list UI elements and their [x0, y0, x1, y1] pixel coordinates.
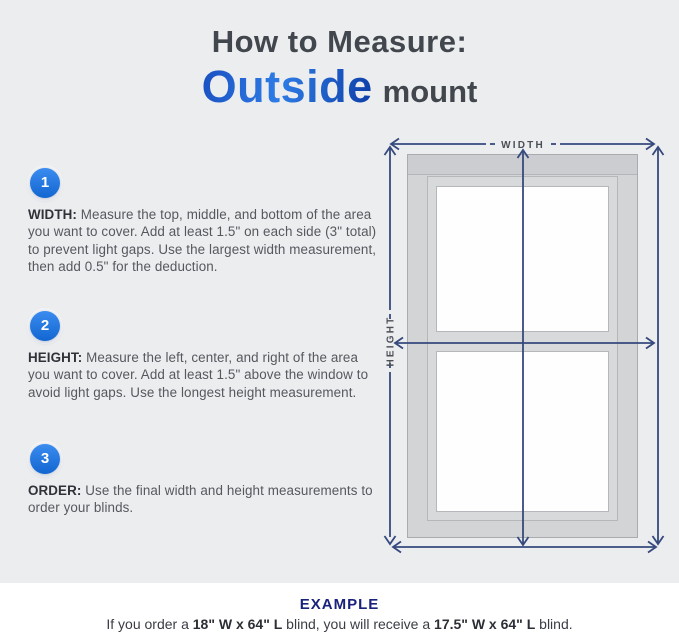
- step-width: [28, 168, 382, 275]
- right-measure-arrow: [653, 147, 664, 544]
- step-3-body: Use the final width and height measurements to order your blinds.: [28, 483, 373, 516]
- step-2-badge: 2: [30, 311, 60, 341]
- step-order: [28, 444, 382, 517]
- window-diagram: [383, 133, 668, 562]
- example-footer: [0, 583, 679, 644]
- example-received-size: 17.5" W x 64" L: [434, 616, 536, 632]
- title-accent: Outside: [201, 61, 373, 112]
- center-horizontal-arrow: [395, 338, 654, 349]
- example-seg-5: blind.: [535, 616, 573, 632]
- title-suffix: mount: [382, 74, 478, 109]
- step-1-body: Measure the top, middle, and bottom of the area you want to cover. Add at least 1.5" on each side (3" total) to prevent light gaps. Use the largest width measurement, then add 0.5" for the deduction.: [28, 207, 377, 274]
- example-seg-3: blind, you will receive a: [282, 616, 435, 632]
- step-1-badge: 1: [30, 168, 60, 198]
- height-label: HEIGHT: [385, 315, 397, 367]
- title-block: [0, 24, 679, 113]
- step-2-label: HEIGHT:: [28, 350, 83, 365]
- center-vertical-arrow: [518, 150, 529, 545]
- step-1-label: WIDTH:: [28, 207, 77, 222]
- example-heading: EXAMPLE: [299, 596, 380, 613]
- title-line2: [0, 61, 679, 113]
- step-3-label: ORDER:: [28, 483, 82, 498]
- step-3-badge: 3: [30, 444, 60, 474]
- title-line1: How to Measure:: [211, 24, 468, 59]
- example-ordered-size: 18" W x 64" L: [192, 616, 283, 632]
- step-2-text: [28, 349, 382, 401]
- measurement-arrows: [383, 133, 668, 562]
- step-3-text: [28, 482, 382, 517]
- step-height: [28, 311, 382, 401]
- example-seg-1: If you order a: [106, 616, 193, 632]
- example-sentence: [0, 616, 679, 632]
- width-label: WIDTH: [501, 140, 545, 151]
- step-1-text: [28, 206, 382, 275]
- step-2-body: Measure the left, center, and right of the area you want to cover. Add at least 1.5" above the window to avoid light gaps. Use the longest height measurement.: [28, 350, 369, 400]
